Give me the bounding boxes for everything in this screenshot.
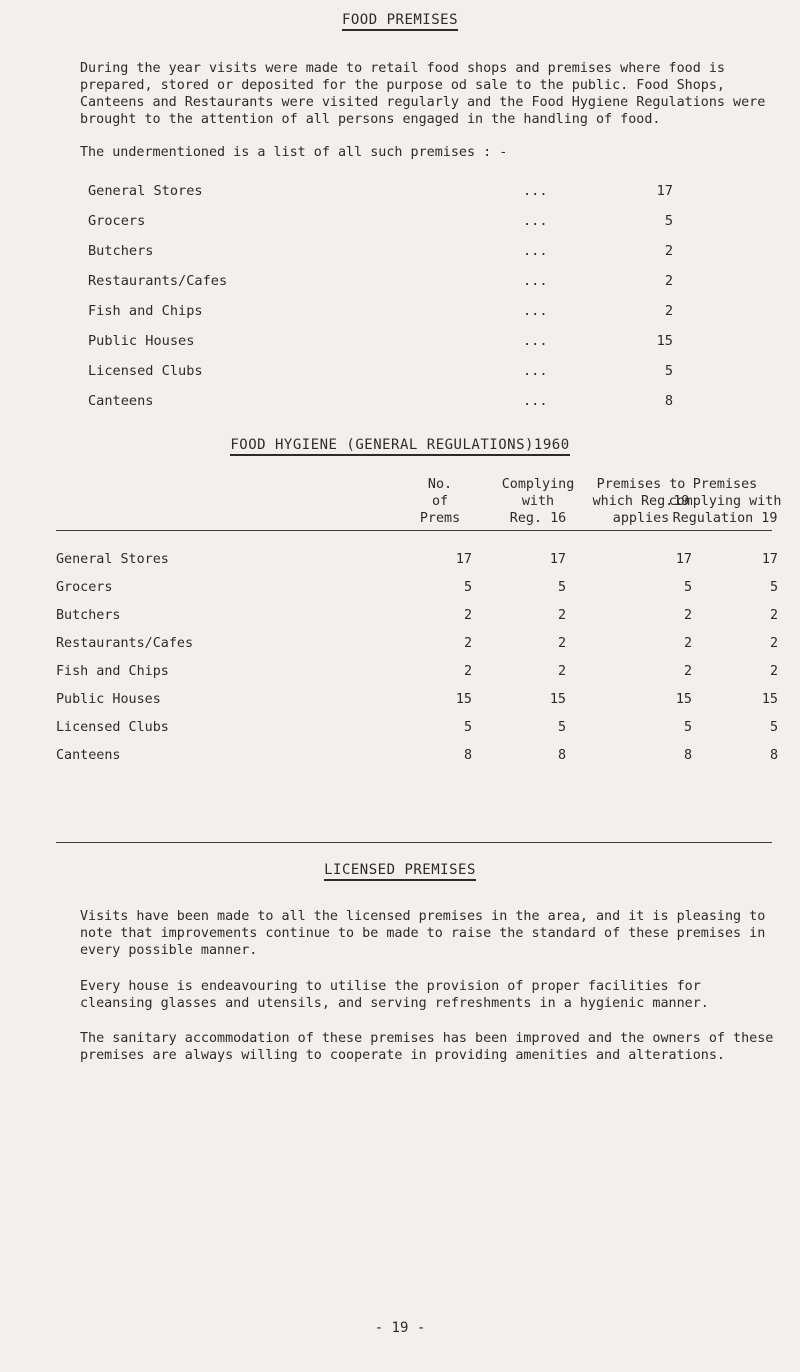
list-item: Public Houses ... 15 <box>88 333 673 349</box>
list-item: Fish and Chips ... 2 <box>88 303 673 319</box>
licensed-paragraph-2: Every house is endeavouring to utilise the provision of proper facilities for cleansing glasses and utensils, and serving refreshments in a hygienic manner. <box>80 979 709 1011</box>
list-item: General Stores ... 17 <box>88 183 673 199</box>
food-premises-heading: FOOD PREMISES <box>0 12 800 28</box>
table-row: Butchers 2 2 2 2 <box>56 608 778 623</box>
table-row: Public Houses 15 15 15 15 <box>56 692 778 707</box>
intro-paragraph: During the year visits were made to retail food shops and premises where food is prepared, stored or deposited for the purpose od sale to the public. Food Shops, Canteens and Restaurants were visited regularly and the Food Hygiene Regulations were brought to the attention of all persons engaged in the handling of food. <box>80 61 766 127</box>
licensed-paragraph-3: The sanitary accommodation of these premises has been improved and the owners of these premises are always willing to cooperate in providing amenities and alterations. <box>80 1031 774 1063</box>
list-item: Grocers ... 5 <box>88 213 673 229</box>
table-header-reg19-applies: Premises to which Reg.19 applies <box>592 477 690 526</box>
table-row: Canteens 8 8 8 8 <box>56 748 778 763</box>
list-item: Butchers ... 2 <box>88 243 673 259</box>
licensed-premises-heading: LICENSED PREMISES <box>0 862 800 878</box>
list-item: Licensed Clubs ... 5 <box>88 363 673 379</box>
table-row: Grocers 5 5 5 5 <box>56 580 778 595</box>
list-item: Restaurants/Cafes ... 2 <box>88 273 673 289</box>
table-header-reg16: Complying with Reg. 16 <box>501 477 575 526</box>
licensed-paragraph-1: Visits have been made to all the licensed premises in the area, and it is pleasing to note that improvements continue to be made to raise the standard of these premises in every possible manner. <box>80 909 766 958</box>
table-row: Fish and Chips 2 2 2 2 <box>56 664 778 679</box>
table-header-rule <box>56 530 772 531</box>
regulations-heading: FOOD HYGIENE (GENERAL REGULATIONS)1960 <box>0 437 800 453</box>
list-item: Canteens ... 8 <box>88 393 673 409</box>
table-row: Restaurants/Cafes 2 2 2 2 <box>56 636 778 651</box>
table-row: Licensed Clubs 5 5 5 5 <box>56 720 778 735</box>
table-bottom-rule <box>56 842 772 843</box>
table-header-reg19-complying: Premises complying with Regulation 19 <box>668 477 782 526</box>
table-row: General Stores 17 17 17 17 <box>56 552 778 567</box>
list-intro-paragraph: The undermentioned is a list of all such premises : - <box>80 145 508 160</box>
table-header-prems: No. of Prems <box>419 477 461 526</box>
page-number: - 19 - <box>374 1320 426 1336</box>
